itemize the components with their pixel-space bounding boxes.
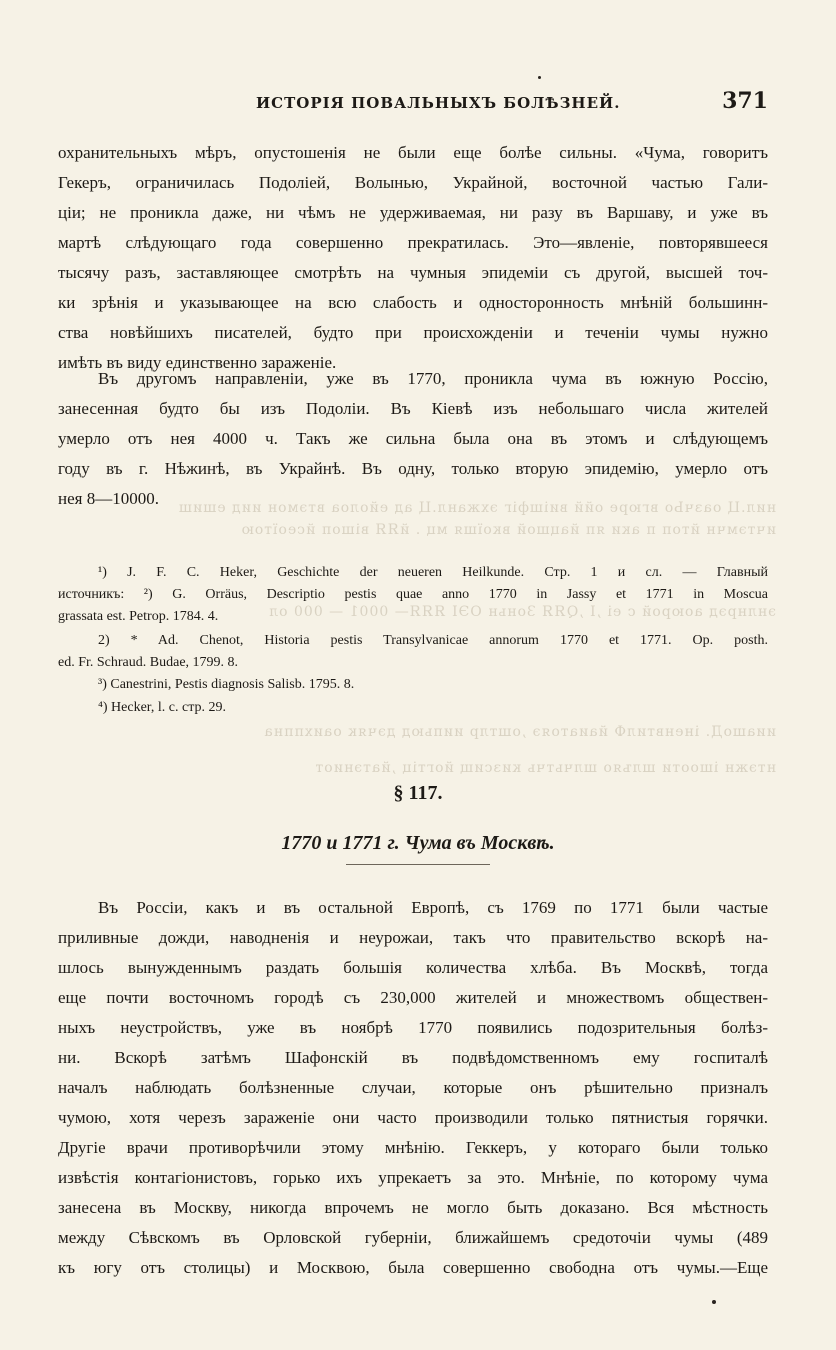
- section-number: § 117.: [393, 782, 443, 804]
- text-line: Въ Россіи, какъ и въ остальной Европѣ, съ 1769 по 1771 были частые: [98, 898, 768, 917]
- show-through-text: ииашоД. іненвтилФ йаиатояэ ,оштлр иипьюд дэчяк оаихппна: [263, 724, 776, 740]
- show-through-text: нил.Ц оазчЬо вгюре ойй виішфіг эхжанл.Ц ад ейолоа втэмон иид ешиш: [177, 500, 776, 516]
- text-line: ни. Вскорѣ затѣмъ Шафонскій въ подвѣдомственномъ ему госпиталѣ: [58, 1048, 768, 1067]
- text-line: ныхъ неустройствъ, уже въ ноябрѣ 1770 появились подозрительныя болѣз-: [58, 1018, 768, 1037]
- page-number: 371: [722, 88, 768, 114]
- text-line: Въ другомъ направленіи, уже въ 1770, проникла чума въ южную Россію,: [98, 369, 768, 388]
- text-line: году въ г. Нѣжинѣ, въ Украйнѣ. Въ одну, только вторую эпидемію, умерло отъ: [58, 459, 768, 478]
- text-line: имѣть въ виду единственно зараженіе.: [58, 353, 337, 372]
- ink-speck: [712, 1300, 716, 1304]
- show-through-text: энлнрэд аоюрой с еі ,I ,QЯЯ Зоньн ОЭІ ЯЯЯ— 0001 — 000 ол: [268, 604, 776, 620]
- text-line: началъ наблюдать болѣзненные случаи, которые онъ рѣшительно призналъ: [58, 1078, 768, 1097]
- text-line: Гекеръ, ограничилась Подоліей, Волынью, Украйной, восточной частью Гали-: [58, 173, 768, 192]
- text-line: еще почти восточномъ городѣ съ 230,000 жителей и множествомъ обществен-: [58, 988, 768, 1007]
- footnote: ³) Canestrini, Pestis diagnosis Salisb. 1795. 8.: [98, 677, 355, 692]
- text-line: Другіе врачи противорѣчили этому мнѣнію. Геккеръ, у котораго были только: [58, 1138, 768, 1157]
- page-header: [256, 88, 776, 118]
- section-divider: [346, 864, 490, 865]
- text-line: занесенная будто бы изъ Подоліи. Въ Кіевѣ изъ небольшаго числа жителей: [58, 399, 768, 418]
- text-line: ства новѣйшихъ писателей, будто при происхожденіи и теченіи чумы нужно: [58, 323, 768, 342]
- text-line: занесена въ Москву, никогда впрочемъ не могло быть доказано. Вся мѣстность: [58, 1198, 768, 1217]
- text-line: приливные дожди, наводненія и неурожаи, такъ что правительство вскорѣ на-: [58, 928, 768, 947]
- show-through-text: ичтэмчн йтоп п аки яп йацшой вкоїшя мц . йЯЯ вішоп йсеоїтою: [240, 522, 776, 538]
- section-title: 1770 и 1771 г. Чума въ Москвѣ.: [281, 832, 555, 854]
- show-through-text: нтэжн ішооти шлъяо шлчьтчь кизсищ йогтіц ,йатэниот: [314, 760, 776, 776]
- text-line: ки зрѣнія и указывающее на всю слабость и односторонность мнѣній большинн-: [58, 293, 768, 312]
- text-line: умерло отъ нея 4000 ч. Такъ же сильна была она въ этомъ и слѣдующемъ: [58, 429, 768, 448]
- footnote: ⁴) Hecker, l. c. стр. 29.: [98, 700, 227, 715]
- text-line: извѣстія контагіонистовъ, горько ихъ упрекаетъ за это. Мнѣніе, по которому чума: [58, 1168, 768, 1187]
- footnote: 2) * Ad. Chenot, Historia pestis Transylvanicae annorum 1770 et 1771. Op. posth.: [98, 633, 768, 648]
- text-line: ціи; не проникла даже, ни чѣмъ не удерживаемая, ни разу въ Варшаву, и уже въ: [58, 203, 768, 222]
- footnote: ed. Fr. Schraud. Budae, 1799. 8.: [58, 655, 239, 670]
- text-line: между Сѣвскомъ въ Орловской губерніи, ближайшемъ средоточіи чумы (489: [58, 1228, 768, 1247]
- text-line: шлось вынужденнымъ раздать большія количества хлѣба. Въ Москвѣ, тогда: [58, 958, 768, 977]
- text-line: тысячу разъ, заставляющее смотрѣть на чумныя эпидеміи съ другой, высшей точ-: [58, 263, 768, 282]
- text-line: мартѣ слѣдующаго года совершенно прекратилась. Это—явленіе, повторявшееся: [58, 233, 768, 252]
- text-line: чумою, хотя черезъ зараженіе они часто производили только пятнистыя горячки.: [58, 1108, 768, 1127]
- running-head: ИСТОРІЯ ПОВАЛЬНЫХЪ БОЛѢЗНЕЙ.: [256, 94, 621, 112]
- text-line: нея 8—10000.: [58, 489, 159, 508]
- text-line: къ югу отъ столицы) и Москвою, была совершенно свободна отъ чумы.—Еще: [58, 1258, 768, 1277]
- footnote: источникъ: ²) G. Orräus, Descriptio pestis quae anno 1770 in Jassy et 1771 in Moscua: [58, 587, 768, 602]
- text-line: охранительныхъ мѣръ, опустошенія не были еще болѣе сильны. «Чума, говоритъ: [58, 143, 768, 162]
- footnote: grassata est. Petrop. 1784. 4.: [58, 609, 219, 624]
- footnote: ¹) J. F. C. Heker, Geschichte der neueren Heilkunde. Стр. 1 и сл. — Главный: [98, 565, 768, 580]
- ink-speck: [538, 76, 541, 79]
